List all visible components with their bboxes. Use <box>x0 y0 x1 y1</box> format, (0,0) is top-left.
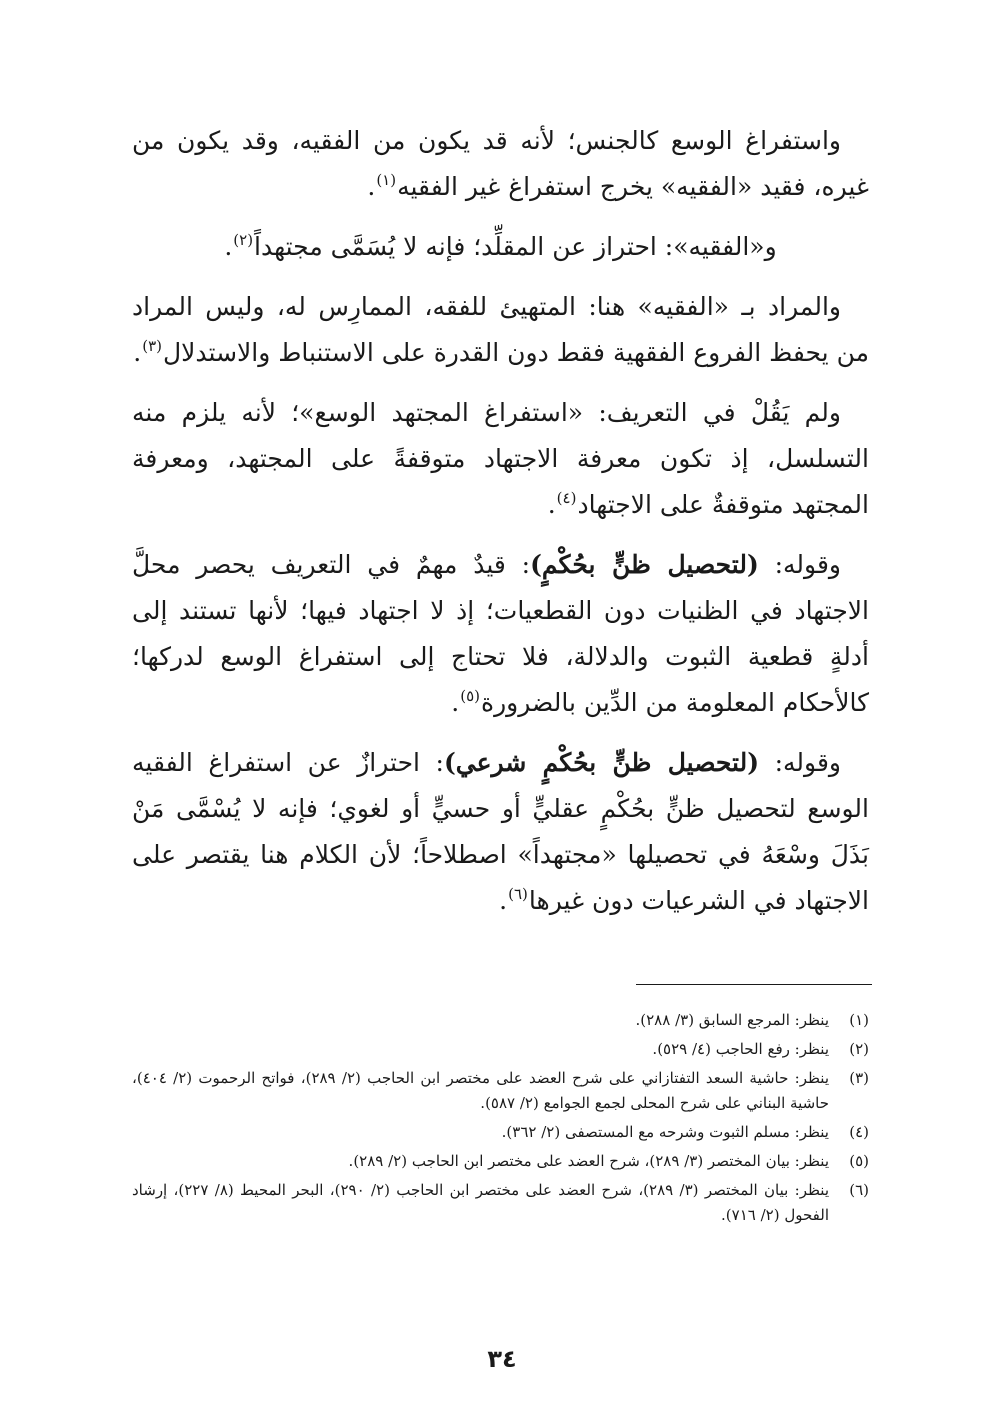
footnote-ref-1[interactable]: (١) <box>376 171 397 189</box>
footnote-5 <box>132 1149 869 1174</box>
footnote-3 <box>132 1066 869 1116</box>
footnote-number: (١) <box>849 1011 869 1029</box>
footnote-text: ينظر: حاشية السعد التفتازاني على شرح العضد على مختصر ابن الحاجب (٢/ ٢٨٩)، فواتح الرحموت (٢/ ٤٠٤)، حاشية البناني على شرح المحلى لجمع الجوامع (٢/ ٥٨٧). <box>132 1069 830 1112</box>
paragraph-text: والمراد بـ «الفقيه» هنا: المتهيئ للفقه، الممارِس له، وليس المراد من يحفظ الفروع الفقهية فقط دون القدرة على الاستنباط والاستدلال <box>132 292 869 367</box>
footnote-6 <box>132 1178 869 1228</box>
footnote-ref-3[interactable]: (٣) <box>142 337 162 355</box>
paragraph-2 <box>132 224 869 270</box>
paragraph-end: . <box>367 172 376 201</box>
quoted-term: (لتحصيل ظنٍّ بحُكْمٍ) <box>530 550 759 579</box>
footnote-ref-6[interactable]: (٦) <box>508 885 528 903</box>
footnote-number: (٢) <box>849 1040 869 1058</box>
footnote-separator <box>636 984 872 985</box>
footnote-number: (٥) <box>849 1152 869 1170</box>
footnote-4 <box>132 1120 869 1145</box>
footnote-2 <box>132 1037 869 1062</box>
paragraph-1 <box>132 118 869 210</box>
paragraph-text: : احترازٌ عن استفراغ الفقيه الوسع لتحصيل ظنٍّ بحُكْمٍ عقليٍّ أو حسيٍّ أو لغوي؛ فإنه لا يُسْمَّى مَنْ بَذَلَ وسْعَهُ في تحصيلها «مجتهداً» اصطلاحاً؛ لأن الكلام هنا يقتصر على الاجتهاد في الشرعيات دون غيرها <box>132 748 869 915</box>
footnote-1 <box>132 1008 869 1033</box>
paragraph-5 <box>132 542 869 726</box>
footnote-number: (٤) <box>849 1123 869 1141</box>
quoted-term: (لتحصيل ظنٍّ بحُكْمٍ شرعي) <box>443 748 760 777</box>
footnote-text: ينظر: رفع الحاجب (٤/ ٥٢٩). <box>652 1040 829 1058</box>
footnote-number: (٣) <box>849 1069 869 1087</box>
footnotes <box>132 1008 869 1232</box>
footnote-text: ينظر: المرجع السابق (٣/ ٢٨٨). <box>635 1011 829 1029</box>
paragraph-end: . <box>547 490 556 519</box>
paragraph-lead: وقوله: <box>758 550 841 579</box>
paragraph-text: ولم يَقُلْ في التعريف: «استفراغ المجتهد الوسع»؛ لأنه يلزم منه التسلسل، إذ تكون معرفة الاجتهاد متوقفةً على المجتهد، ومعرفة المجتهد متوقفةٌ على الاجتهاد <box>132 398 869 519</box>
paragraph-text: واستفراغ الوسع كالجنس؛ لأنه قد يكون من الفقيه، وقد يكون من غيره، فقيد «الفقيه» يخرج استفراغ غير الفقيه <box>132 126 869 201</box>
paragraph-text: : قيدٌ مهمٌ في التعريف يحصر محلَّ الاجتهاد في الظنيات دون القطعيات؛ إذ لا اجتهاد فيها؛ لأنها تستند إلى أدلةٍ قطعية الثبوت والدلالة، فلا تحتاج إلى استفراغ الوسع لدركها؛ كالأحكام المعلومة من الدِّين بالضرورة <box>132 550 869 717</box>
footnote-ref-5[interactable]: (٥) <box>460 687 480 705</box>
paragraph-end: . <box>499 886 508 915</box>
page-number: ٣٤ <box>487 1345 517 1373</box>
paragraph-end: . <box>133 338 142 367</box>
paragraph-lead: وقوله: <box>759 748 841 777</box>
footnote-text: ينظر: بيان المختصر (٣/ ٢٨٩)، شرح العضد على مختصر ابن الحاجب (٢/ ٢٩٠)، البحر المحيط (٨/ ٢٢٧)، إرشاد الفحول (٢/ ٧١٦). <box>132 1181 829 1224</box>
paragraph-text: و«الفقيه»: احتراز عن المقلِّد؛ فإنه لا يُسَمَّى مجتهداً <box>254 232 777 261</box>
main-text <box>132 118 869 924</box>
footnote-text: ينظر: بيان المختصر (٣/ ٢٨٩)، شرح العضد على مختصر ابن الحاجب (٢/ ٢٨٩). <box>348 1152 829 1170</box>
paragraph-end: . <box>224 232 233 261</box>
paragraph-4 <box>132 390 869 528</box>
footnote-ref-4[interactable]: (٤) <box>556 489 577 507</box>
footnote-number: (٦) <box>849 1181 869 1199</box>
footnote-ref-2[interactable]: (٢) <box>233 231 254 249</box>
paragraph-6 <box>132 740 869 924</box>
paragraph-end: . <box>451 688 460 717</box>
footnote-text: ينظر: مسلم الثبوت وشرحه مع المستصفى (٢/ ٣٦٢). <box>501 1123 829 1141</box>
paragraph-3 <box>132 284 869 376</box>
